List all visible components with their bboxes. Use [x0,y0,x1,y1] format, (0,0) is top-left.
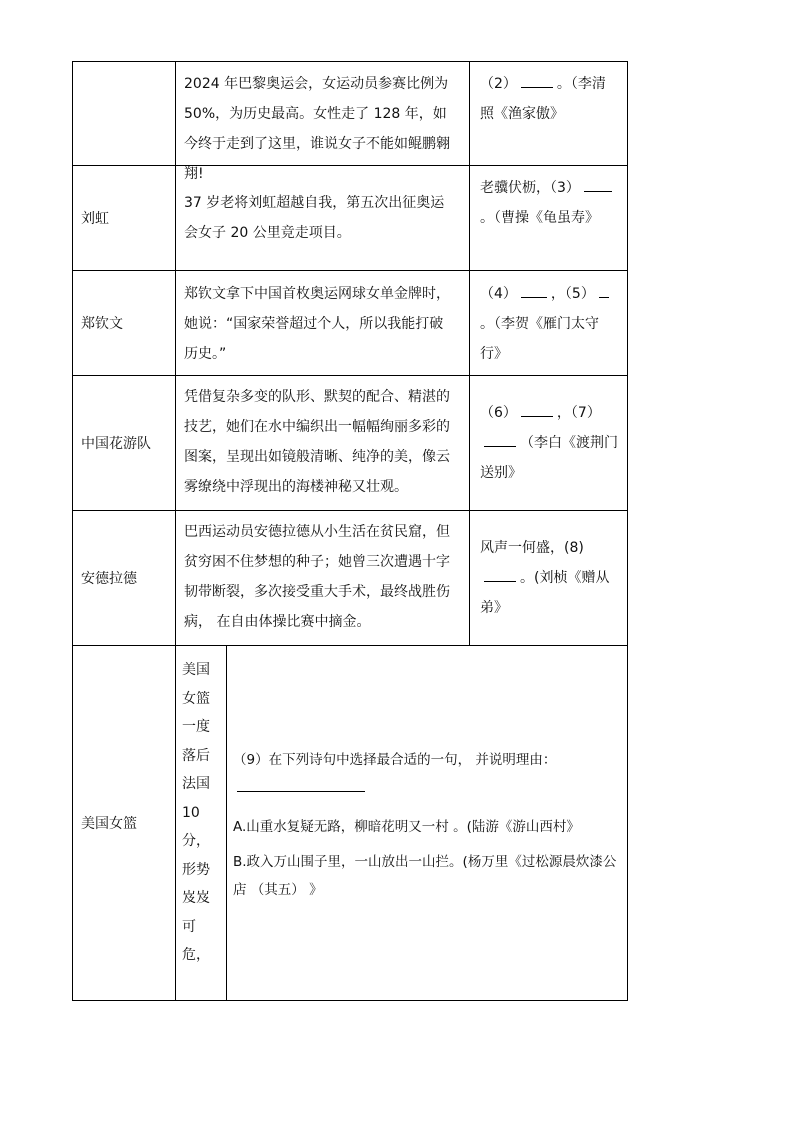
description-cell [176,376,470,510]
description-cell [176,62,470,182]
answer-blank[interactable] [599,282,609,298]
description-cell [176,271,470,375]
answer-blank[interactable] [521,72,553,88]
athlete-name: 刘虹 [81,211,109,227]
description-text: 37 岁老将刘虹超越自我，第五次出征奥运会女子 20 公里竞走项目。 [184,195,445,241]
answer-blank[interactable] [584,176,612,192]
table-row [72,270,628,375]
table-row [72,165,628,270]
poem-text: （2） 。（李清照《渔家傲》 [480,69,619,129]
table-row [72,375,628,510]
athlete-name: 中国花游队 [81,436,151,452]
athlete-name: 郑钦文 [81,316,123,332]
answer-blank[interactable] [521,282,547,298]
question-prompt: （9）在下列诗句中选择最合适的一句， 并说明理由： [233,746,619,802]
athlete-cell [73,646,176,1000]
description-cell [176,511,470,645]
poem-text: （4） ，（5）。（李贺《雁门太守行》 [480,279,619,369]
description-cell [176,166,470,270]
poem-cell [470,62,627,165]
athlete-cell [73,62,176,165]
description-text: 凭借复杂多变的队形、默契的配合、精湛的技艺，她们在水中编织出一幅幅绚丽多彩的图案，呈现出如镜般清晰、纯净的美，像云雾缭绕中浮现出的海楼神秘又壮观。 [184,389,450,495]
situation-cell [176,646,227,1000]
athlete-cell [73,376,176,510]
option-b: B.政入万山围子里，一山放出一山拦。(杨万里《过松源晨炊漆公店 （其五） 》 [233,854,617,898]
athlete-cell [73,166,176,270]
table-row [72,645,628,1000]
poem-cell [470,511,627,645]
answer-blank[interactable] [521,401,553,417]
table-row [72,61,628,182]
answer-blank[interactable] [484,566,516,582]
question-cell [227,646,627,1000]
option-a: A.山重水复疑无路，柳暗花明又一村 。(陆游《游山西村》 [233,819,580,835]
poem-text: 老骥伏枥，（3）。（曹操《龟虽寿》 [480,173,619,233]
athlete-cell [73,271,176,375]
poem-text: 风声一何盛，(8)。(刘桢《赠从弟》 [480,540,610,616]
poem-cell [470,271,627,375]
poem-cell [470,166,627,270]
athlete-name: 安德拉德 [81,571,137,587]
table-bottom-border [72,1000,628,1001]
answer-blank[interactable] [484,431,516,447]
answer-blank[interactable] [237,776,365,792]
description-text: 巴西运动员安德拉德从小生活在贫民窟，但贫穷困不住梦想的种子；她曾三次遭遇十字韧带断裂，多次接受重大手术，最终战胜伤病， 在自由体操比赛中摘金。 [184,524,450,630]
situation-text: 美国女篮一度落后法国10分，形势岌岌可危， [182,662,210,963]
table-row [72,510,628,645]
description-text: 2024 年巴黎奥运会，女运动员参赛比例为 50%，为历史最高。女性走了 128 年，如今终于走到了这里，谁说女子不能如鲲鹏翱翔! [184,76,450,182]
description-text: 郑钦文拿下中国首枚奥运网球女单金牌时，她说：“国家荣誉超过个人，所以我能打破历史。” [184,286,450,362]
poem-text: （6） ，（7）（李白《渡荆门送别》 [480,398,619,488]
poem-cell [470,376,627,510]
athlete-cell [73,511,176,645]
athlete-name: 美国女篮 [81,816,137,832]
